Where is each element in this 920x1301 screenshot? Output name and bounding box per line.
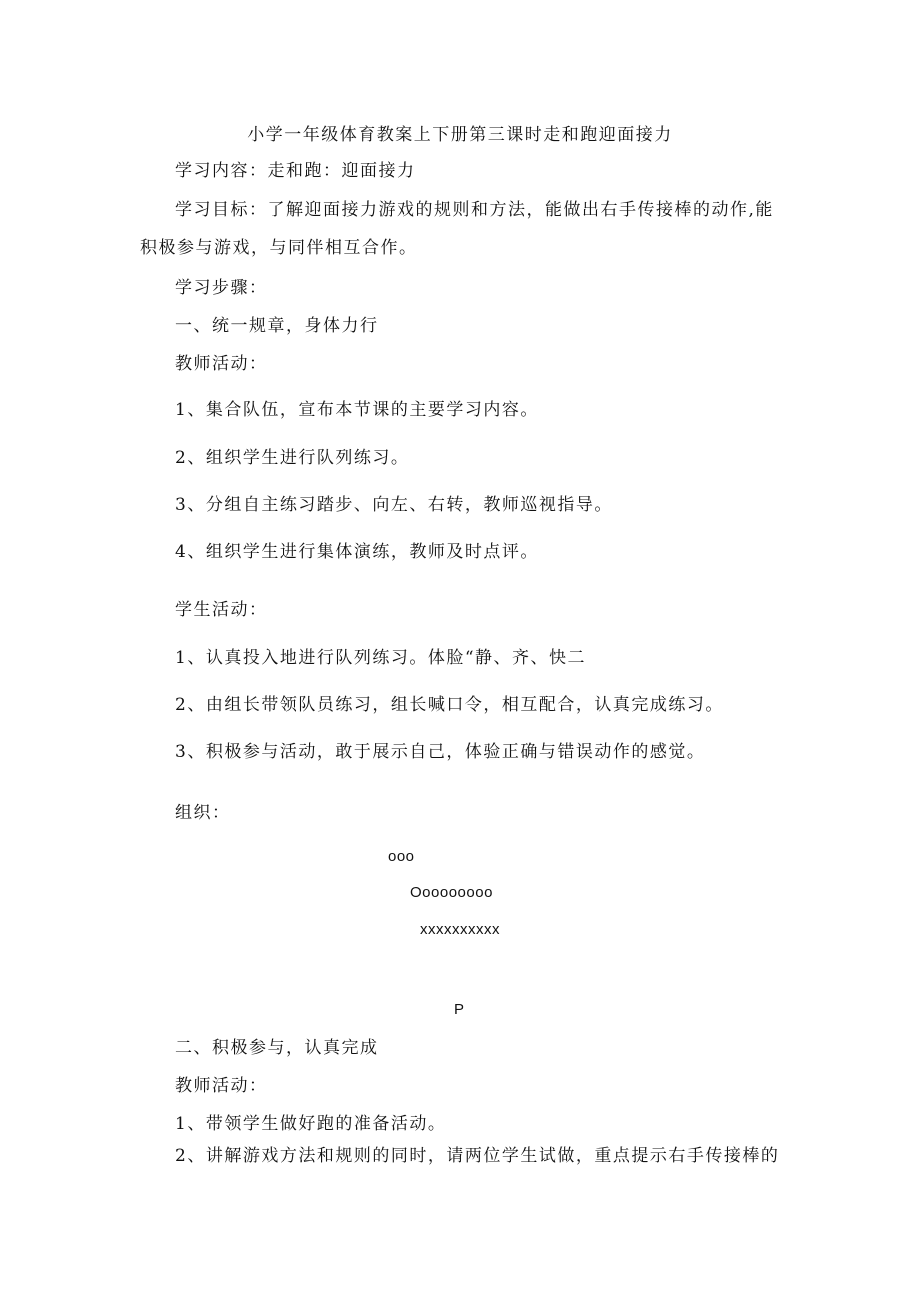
section-1-teacher-item: 3、分组自主练习踏步、向左、右转，教师巡视指导。: [175, 495, 613, 515]
section-1-student-item: 2、由组长带领队员练习，组长喊口令，相互配合，认真完成练习。: [175, 695, 724, 715]
section-1-teacher-item: 1、集合队伍，宣布本节课的主要学习内容。: [175, 400, 539, 420]
section-1-student-label: 学生活动：: [175, 600, 268, 620]
section-1-student-item: 1、认真投入地进行队列练习。体脸“静、齐、快二: [175, 648, 587, 668]
section-1-teacher-label: 教师活动：: [175, 354, 268, 374]
document-title: 小学一年级体育教案上下册第三课时走和跑迎面接力: [247, 125, 673, 145]
section-1-teacher-item: 2、组织学生进行队列练习。: [175, 448, 410, 468]
learning-goal-line-2: 积极参与游戏，与同伴相互合作。: [140, 238, 418, 258]
section-2-teacher-item: 2、讲解游戏方法和规则的同时，请两位学生试做，重点提示右手传接棒的: [175, 1146, 780, 1166]
section-1-heading: 一、统一规章，身体力行: [175, 316, 379, 336]
section-1-teacher-item: 4、组织学生进行集体演练，教师及时点评。: [175, 542, 539, 562]
formation-row-2: Ooooooooo: [410, 884, 493, 901]
section-2-teacher-item: 1、带领学生做好跑的准备活动。: [175, 1114, 447, 1134]
learning-goal-line-1: 学习目标：了解迎面接力游戏的规则和方法，能做出右手传接棒的动作,能: [175, 200, 774, 220]
learning-steps-label: 学习步骤：: [175, 278, 268, 298]
section-2-teacher-label: 教师活动：: [175, 1076, 268, 1096]
learning-content: 学习内容：走和跑：迎面接力: [175, 161, 416, 181]
section-1-student-item: 3、积极参与活动，敢于展示自己，体验正确与错误动作的感觉。: [175, 742, 706, 762]
section-2-heading: 二、积极参与，认真完成: [175, 1038, 379, 1058]
formation-row-3: xxxxxxxxxx: [420, 921, 500, 938]
formation-row-1: ooo: [388, 848, 415, 865]
organization-label: 组织：: [175, 803, 231, 823]
formation-teacher-mark: P: [454, 1001, 465, 1018]
